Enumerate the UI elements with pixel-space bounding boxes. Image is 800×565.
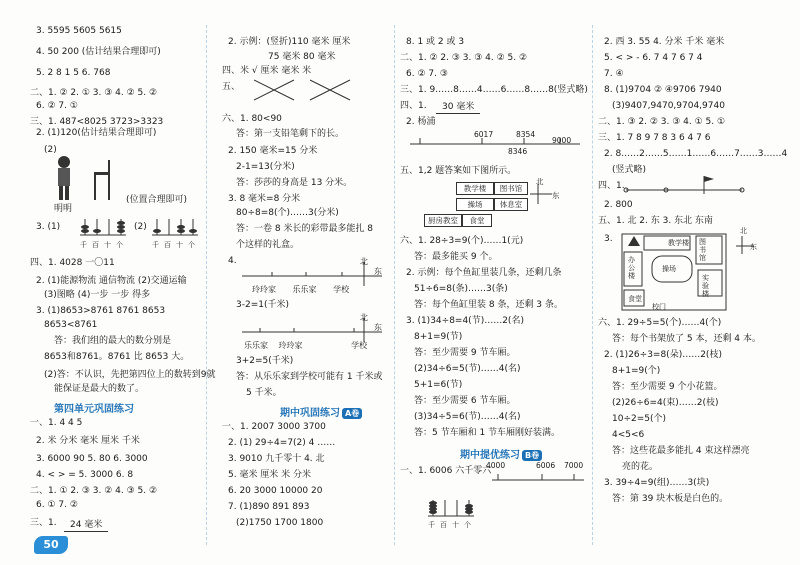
answer-line: 二、1. ③ 2. ② 3. ③ 4. ① 5. ① xyxy=(598,117,726,127)
answer-line: (竖式略) xyxy=(612,165,647,175)
answer-line: 答：从乐乐家到学校可能有 1 千米或 xyxy=(236,372,383,382)
answer-line: (位置合理即可) xyxy=(126,195,188,205)
answer-line: 答：我们组的最大的数分别是 xyxy=(54,336,172,346)
answer-line: 答：第 39 块木板是白色的。 xyxy=(612,494,729,504)
answer-line: 二、1. ① 2. ③ 3. ② 4. ③ 5. ② xyxy=(30,486,158,496)
section-heading xyxy=(460,446,542,461)
answer-line: 四、1. xyxy=(598,181,625,191)
answer-line: 四、1. 4028 一〇11 xyxy=(30,258,115,268)
answer-line: 2. 800 xyxy=(604,200,633,210)
map-label: 校门 xyxy=(652,303,666,311)
map-label: 食堂 xyxy=(628,295,642,303)
abacus-figure xyxy=(80,215,128,241)
section-heading xyxy=(280,404,362,419)
tick-label: 6006 xyxy=(536,461,556,470)
answer-line: 8653<8761 xyxy=(44,320,98,330)
answer-line: 8. 1 或 2 或 3 xyxy=(406,37,465,47)
abacus-label: 十 xyxy=(452,521,464,529)
answer-line: 一、1. 2007 3000 3700 xyxy=(222,422,326,432)
answer-line: 亮的花。 xyxy=(622,462,659,472)
north-label: 北 xyxy=(740,227,747,235)
answer-line: 51÷6=8(条)……3(条) xyxy=(414,284,508,294)
section-badge: B卷 xyxy=(522,450,542,461)
answer-line: 7. ④ xyxy=(604,69,624,79)
east-label: 东 xyxy=(374,323,382,332)
place-label: 学校 xyxy=(351,341,368,350)
grid-cell: 教学楼 xyxy=(456,182,494,195)
answer-line: 3. (1)8653>8761 8761 8653 xyxy=(36,306,166,316)
answer-line: 答：每个书架放了 5 本，还剩 4 本。 xyxy=(612,334,761,344)
answer-line: 六、1. 80<90 xyxy=(222,114,282,124)
abacus-label: 千 xyxy=(428,521,440,529)
tick-label: 6017 xyxy=(474,130,494,139)
east-label: 东 xyxy=(374,267,382,276)
answer-line: 8+1=9(个) xyxy=(612,366,661,376)
answer-column-4 xyxy=(598,0,794,565)
grid-cell: 操场 xyxy=(456,198,494,211)
answer-column-2 xyxy=(222,0,398,565)
abacus-label: 千 xyxy=(80,241,92,249)
map-label: 实验楼 xyxy=(702,274,709,298)
map-label: 教学楼 xyxy=(668,239,689,247)
measure-line: 24 毫米 xyxy=(64,520,108,532)
answer-line: 4<5<6 xyxy=(612,430,645,440)
place-label: 学校 xyxy=(333,285,350,294)
answer-line: 一、1. 6006 六千零六 xyxy=(400,466,492,476)
tick-label: 7000 xyxy=(564,461,584,470)
page-number-badge: 50 xyxy=(34,536,68,554)
answer-line: 答：至少需要 9 节车厢。 xyxy=(414,348,516,358)
answer-line: 答：每个鱼缸里装 8 条，还剩 3 条。 xyxy=(414,300,563,310)
abacus-label: 千 xyxy=(152,241,164,249)
tick-label: 8354 xyxy=(516,130,536,139)
answer-line: (3)34÷5=6(节)……4(名) xyxy=(414,412,521,422)
abacus-label: 个 xyxy=(116,241,128,249)
answer-line: 7. (1)890 891 893 xyxy=(228,502,310,512)
section-title: 期中提优练习 xyxy=(460,450,520,461)
answer-line: 8+1=9(节) xyxy=(414,332,463,342)
answer-line: (2) xyxy=(44,145,57,155)
answer-line: 6. ② 7. ③ xyxy=(406,69,448,79)
place-label: 玲玲家 xyxy=(278,341,303,350)
answer-line: 能保证是最大的数了。 xyxy=(54,384,145,394)
answer-line: 2. 8……2……5……1……6……7……3……4 xyxy=(604,149,788,159)
north-label: 北 xyxy=(360,313,368,322)
answer-line: 8. (1)9704 ② ④9706 7940 xyxy=(604,85,722,95)
place-label: 玲玲家 xyxy=(252,285,276,294)
answer-line: 3-2=1(千米) xyxy=(236,300,289,310)
direction-line-figure xyxy=(622,172,752,198)
section-badge: A卷 xyxy=(342,408,362,419)
answer-line: 二、1. ② 2. ③ 3. ③ 4. ② 5. ② xyxy=(400,53,528,63)
answer-line: 答：至少需要 6 节车厢。 xyxy=(414,396,516,406)
answer-line: 2. 150 毫米=15 分米 xyxy=(228,146,318,156)
answer-line: 2. (1)能源物流 通信物流 (2)交通运输 xyxy=(36,276,187,286)
answer-line: 答：最多能买 9 个。 xyxy=(414,252,498,262)
matching-lines-figure xyxy=(250,76,360,106)
answer-line: (3)9407,9470,9704,9740 xyxy=(612,101,725,111)
answer-line: 2. 杨浦 xyxy=(406,117,436,127)
abacus-label: 个 xyxy=(464,521,476,529)
north-label: 北 xyxy=(536,177,544,186)
answer-column-3 xyxy=(400,0,590,565)
answer-line: 5 千米。 xyxy=(246,388,282,398)
answer-line: 答：第一支铅笔剩下的长。 xyxy=(236,129,345,139)
north-label: 北 xyxy=(360,257,368,266)
measure-line: 30 毫米 xyxy=(436,102,480,114)
answer-line: 8653和8761。8761 比 8653 大。 xyxy=(44,352,190,362)
abacus-labels xyxy=(80,240,128,251)
answer-line: 2. 米 分米 毫米 厘米 千米 xyxy=(36,436,140,446)
answer-line: 六、1. 28÷3=9(个)……1(元) xyxy=(400,236,524,246)
answer-line: 3. 5595 5605 5615 xyxy=(36,26,122,36)
abacus-figure xyxy=(152,215,200,241)
answer-line: 三、1. xyxy=(30,518,57,528)
answer-line: 2-1=13(分米) xyxy=(236,162,295,172)
answer-line: (2)答：不认识，先把第四位上的数转到9就 xyxy=(44,370,216,380)
answer-line: 75 毫米 80 毫米 xyxy=(268,52,336,62)
answer-line: 3. (1)34÷8=4(节)……2(名) xyxy=(406,316,524,326)
map-label: 办公楼 xyxy=(628,256,635,280)
answer-line: (2)34÷6=5(节)……4(名) xyxy=(414,364,521,374)
answer-line: 2. 示例：(竖折)110 毫米 厘米 xyxy=(228,37,351,47)
answer-line: 6. ① 7. ② xyxy=(36,500,78,510)
east-label: 东 xyxy=(750,243,757,251)
answer-line: 四、米 √ 厘米 毫米 米 xyxy=(222,66,312,76)
tick-label: 8346 xyxy=(508,147,528,156)
answer-line: 六、1. 29÷5=5(个)……4(个) xyxy=(598,318,722,328)
answer-line: 5. 毫米 厘米 米 分米 xyxy=(228,470,312,480)
abacus-label: 百 xyxy=(92,241,104,249)
answer-line: 6. ② 7. ① xyxy=(36,101,78,111)
answer-line: 答：5 节车厢和 1 节车厢刚好装满。 xyxy=(414,428,561,438)
tick-label: 4000 xyxy=(486,461,506,470)
answer-line: (2)26÷6=4(束)……2(枝) xyxy=(612,398,719,408)
answer-line: 6. 20 3000 10000 20 xyxy=(228,486,323,496)
person-label: 明明 xyxy=(54,204,73,214)
answer-line: 三、1. 487<8025 3723>3323 xyxy=(30,117,164,127)
abacus-figure xyxy=(428,496,476,522)
answer-line: 4. 50 200 (估计结果合理即可) xyxy=(36,47,161,57)
column-divider-3 xyxy=(592,25,593,545)
answer-line: 5. 2 8 1 5 6. 768 xyxy=(36,68,111,78)
answer-line: 2. 西 3. 55 4. 分米 千米 毫米 xyxy=(604,37,725,47)
answer-column-1 xyxy=(30,0,216,565)
answer-line: 3. 8 毫米=8 分米 xyxy=(228,194,301,204)
grid-cell: 厨房教室 xyxy=(424,214,462,227)
person-chair-figure xyxy=(50,150,120,208)
answer-line: 答：至少需要 9 个小花篮。 xyxy=(612,382,723,392)
abacus-label: 个 xyxy=(188,241,200,249)
answer-line: 10÷2=5(个) xyxy=(612,414,667,424)
place-label: 乐乐家 xyxy=(292,285,317,294)
answer-line: 个这样的礼盒。 xyxy=(236,240,300,250)
answer-line: 3. 39÷4=9(组)……3(块) xyxy=(604,478,710,488)
answer-line: 五、 xyxy=(222,82,241,92)
grid-cell: 体息室 xyxy=(494,198,528,211)
abacus-label: 十 xyxy=(104,241,116,249)
answer-line: 答：这些花最多能扎 4 束这样漂亮 xyxy=(612,446,750,456)
answer-line: 3. 9010 九千零十 4. 北 xyxy=(228,454,325,464)
east-label: 东 xyxy=(552,191,560,200)
abacus-labels xyxy=(152,240,200,251)
answer-line: 2. (1) 29÷4=7(2) 4 …… xyxy=(228,438,336,448)
answer-line: 3. 6000 90 5. 80 6. 3000 xyxy=(36,454,148,464)
answer-line: 答：一卷 8 米长的彩带最多能扎 8 xyxy=(236,224,374,234)
answer-line: 三、1. 7 8 9 7 8 3 6 4 7 6 xyxy=(598,133,711,143)
map-label: 图书馆 xyxy=(699,238,706,262)
grid-cell: 图书馆 xyxy=(494,182,528,195)
answer-line: (3)图略 (4)一步 一步 得多 xyxy=(44,290,151,300)
answer-line: 3. (1) xyxy=(36,222,61,232)
answer-line: 三、1. 9……8……4……6……8……8(竖式略) xyxy=(400,85,588,95)
grid-cell: 食堂 xyxy=(462,214,492,227)
answer-line: 4. xyxy=(228,256,237,266)
map-place-labels xyxy=(252,284,349,295)
answer-line: 一、1. 4 4 5 xyxy=(30,418,83,428)
answer-line: 五、1. 北 2. 东 3. 东北 东南 xyxy=(598,216,713,226)
tick-label: 9000 xyxy=(552,136,572,145)
answer-line: 2. (1)26÷3=8(朵)……2(枝) xyxy=(604,350,722,360)
answer-line: 5+1=6(节) xyxy=(414,380,463,390)
abacus-labels xyxy=(428,520,476,531)
answer-line: 2. 示例：每个鱼缸里装几条，还剩几条 xyxy=(406,268,562,278)
answer-line: 2. (1)120(估计结果合理即可) xyxy=(36,128,157,138)
abacus-label: 百 xyxy=(164,241,176,249)
answer-line: 5. < > - 6. 7 4 7 6 7 4 xyxy=(604,53,703,63)
answer-line: (2) xyxy=(134,222,147,232)
answer-line: (2)1750 1700 1800 xyxy=(236,518,324,528)
section-heading: 第四单元巩固练习 xyxy=(54,404,134,415)
answer-line: 二、1. ② 2. ① 3. ③ 4. ② 5. ② xyxy=(30,88,158,98)
place-label: 乐乐家 xyxy=(244,341,268,350)
answer-line: 答：莎莎的身高是 13 分米。 xyxy=(236,178,353,188)
abacus-label: 十 xyxy=(176,241,188,249)
answer-line: 五、1,2 题答案如下图所示。 xyxy=(400,166,517,176)
abacus-label: 百 xyxy=(440,521,452,529)
answer-line: 80÷8=8(个)……3(分米) xyxy=(236,208,339,218)
answer-line: 3. xyxy=(604,234,613,244)
map-place-labels xyxy=(244,340,367,351)
answer-line: 3+2=5(千米) xyxy=(236,356,294,366)
section-title: 期中巩固练习 xyxy=(280,408,340,419)
map-label: 操场 xyxy=(662,265,676,273)
answer-line: 四、1. xyxy=(400,101,427,111)
answer-line: 4. < > = 5. 3000 6. 8 xyxy=(36,470,134,480)
